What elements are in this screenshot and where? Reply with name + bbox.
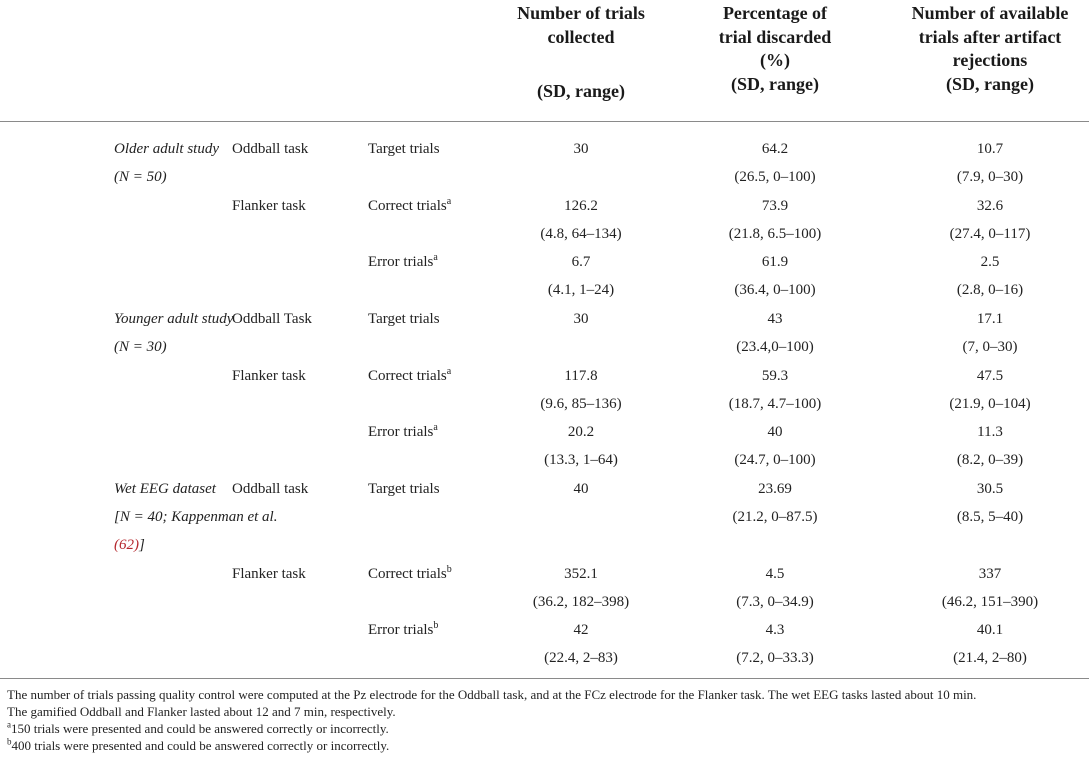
footnote-mark: a bbox=[7, 719, 11, 730]
available-trials-mean: 11.3 bbox=[977, 424, 1003, 440]
task-label: Oddball task bbox=[232, 481, 309, 497]
header-text: Percentage of bbox=[722, 3, 828, 23]
header-text: Number of available bbox=[911, 3, 1069, 23]
trial-type-label bbox=[368, 480, 440, 498]
trials-collected-mean: 30 bbox=[573, 141, 589, 157]
header-text: trial discarded bbox=[718, 26, 832, 47]
percent-discarded-mean: 73.9 bbox=[761, 198, 789, 214]
trials-collected-mean: 30 bbox=[573, 311, 589, 327]
percent-discarded-mean: 4.3 bbox=[765, 622, 785, 638]
header-text: Number of trials bbox=[517, 3, 645, 23]
available-trials-sd-range: (8.2, 0–39) bbox=[956, 452, 1024, 468]
available-trials-mean: 2.5 bbox=[980, 254, 1000, 270]
trial-type-text: Error trials bbox=[368, 622, 434, 638]
footnote-text: 400 trials were presented and could be answered correctly or incorrectly. bbox=[11, 738, 390, 753]
footnote-main bbox=[7, 686, 1082, 754]
header-text: (SD, range) bbox=[731, 73, 819, 94]
header-text: (%) bbox=[760, 50, 790, 70]
footnote-mark: a bbox=[433, 422, 438, 433]
trials-collected-mean: 40 bbox=[573, 481, 589, 497]
available-trials-mean: 30.5 bbox=[976, 481, 1004, 497]
header-col-percentage-discarded bbox=[680, 2, 870, 96]
header-text: trials after artifact bbox=[918, 26, 1062, 47]
percent-discarded-sd-range: (7.2, 0–33.3) bbox=[736, 650, 814, 666]
trial-type-label bbox=[368, 197, 451, 215]
trial-type-text: Correct trials bbox=[368, 368, 447, 384]
footnote-line: The gamified Oddball and Flanker lasted about 12 and 7 min, respectively. bbox=[7, 704, 396, 719]
study-n: [N = 40; Kappenman et al. bbox=[114, 509, 278, 525]
footnote-mark: a bbox=[446, 196, 452, 207]
header-text: (SD, range) bbox=[946, 73, 1034, 94]
trial-type-text: Error trials bbox=[368, 254, 434, 270]
header-text: (SD, range) bbox=[537, 81, 625, 101]
trials-collected-sd-range: (13.3, 1–64) bbox=[544, 452, 618, 468]
percent-discarded-mean: 4.5 bbox=[765, 566, 785, 582]
trials-collected-mean: 126.2 bbox=[564, 198, 598, 214]
trials-collected-sd-range: (9.6, 85–136) bbox=[540, 396, 622, 412]
footnote-text: 150 trials were presented and could be answered correctly or incorrectly. bbox=[11, 721, 389, 736]
available-trials-sd-range: (27.4, 0–117) bbox=[949, 226, 1031, 242]
percent-discarded-mean: 64.2 bbox=[761, 141, 789, 157]
header-col-available-trials bbox=[885, 2, 1089, 96]
footnote-mark: a bbox=[433, 252, 438, 263]
available-trials-mean: 40.1 bbox=[976, 622, 1004, 638]
study-title: Younger adult study bbox=[114, 311, 234, 327]
trial-type-text: Error trials bbox=[368, 424, 434, 440]
trial-type-text: Correct trials bbox=[368, 566, 447, 582]
trial-type-text: Target trials bbox=[368, 311, 440, 327]
footnote-mark: b bbox=[446, 564, 452, 575]
study-n: (N = 30) bbox=[114, 339, 167, 355]
footnote-a bbox=[7, 720, 1082, 737]
available-trials-sd-range: (21.4, 2–80) bbox=[953, 650, 1027, 666]
study-title: Wet EEG dataset bbox=[114, 481, 216, 497]
trials-collected-mean: 20.2 bbox=[567, 424, 595, 440]
header-text: rejections bbox=[952, 50, 1028, 70]
footnote-line: The number of trials passing quality control were computed at the Pz electrode for the Oddball task, and at the FCz electrode for the Flanker task. The wet EEG tasks lasted about 10 min. bbox=[7, 687, 977, 702]
footer-rule bbox=[0, 678, 1089, 679]
percent-discarded-mean: 59.3 bbox=[761, 368, 789, 384]
percent-discarded-mean: 23.69 bbox=[758, 481, 792, 497]
footnote-b bbox=[7, 737, 1082, 754]
percent-discarded-mean: 43 bbox=[767, 311, 783, 327]
header-text: collected bbox=[547, 26, 615, 47]
study-n: (N = 50) bbox=[114, 169, 167, 185]
task-label: Oddball Task bbox=[232, 311, 312, 327]
citation-link[interactable]: (62) bbox=[114, 537, 139, 553]
task-label: Flanker task bbox=[232, 198, 306, 214]
available-trials-sd-range: (8.5, 5–40) bbox=[956, 509, 1024, 525]
study-label-older bbox=[114, 140, 219, 186]
available-trials-mean: 10.7 bbox=[976, 141, 1004, 157]
trials-collected-sd-range: (36.2, 182–398) bbox=[532, 594, 630, 610]
percent-discarded-mean: 61.9 bbox=[761, 254, 789, 270]
task-label: Flanker task bbox=[232, 368, 306, 384]
study-title: Older adult study bbox=[114, 141, 219, 157]
trial-type-label bbox=[368, 140, 440, 158]
percent-discarded-sd-range: (21.8, 6.5–100) bbox=[728, 226, 822, 242]
trial-type-label bbox=[368, 253, 438, 271]
percent-discarded-sd-range: (23.4,0–100) bbox=[736, 339, 814, 355]
task-label: Flanker task bbox=[232, 566, 306, 582]
footnote-mark: b bbox=[7, 736, 12, 747]
available-trials-sd-range: (21.9, 0–104) bbox=[949, 396, 1031, 412]
task-label: Oddball task bbox=[232, 141, 309, 157]
available-trials-sd-range: (2.8, 0–16) bbox=[956, 282, 1024, 298]
available-trials-sd-range: (46.2, 151–390) bbox=[941, 594, 1039, 610]
available-trials-mean: 337 bbox=[978, 566, 1002, 582]
percent-discarded-sd-range: (7.3, 0–34.9) bbox=[736, 594, 814, 610]
percent-discarded-sd-range: (24.7, 0–100) bbox=[734, 452, 816, 468]
footnote-mark: a bbox=[446, 366, 452, 377]
trials-collected-mean: 117.8 bbox=[564, 368, 598, 384]
trials-collected-sd-range: (4.1, 1–24) bbox=[547, 282, 615, 298]
bracket: ] bbox=[139, 537, 145, 553]
trials-collected-mean: 352.1 bbox=[564, 566, 598, 582]
available-trials-sd-range: (7, 0–30) bbox=[962, 339, 1018, 355]
percent-discarded-sd-range: (26.5, 0–100) bbox=[734, 169, 816, 185]
header-rule bbox=[0, 121, 1089, 122]
trial-type-text: Target trials bbox=[368, 141, 440, 157]
trials-collected-sd-range: (22.4, 2–83) bbox=[544, 650, 618, 666]
percent-discarded-sd-range: (18.7, 4.7–100) bbox=[728, 396, 822, 412]
trial-type-label bbox=[368, 621, 438, 639]
percent-discarded-sd-range: (21.2, 0–87.5) bbox=[732, 509, 818, 525]
available-trials-mean: 32.6 bbox=[976, 198, 1004, 214]
study-citation bbox=[114, 536, 277, 554]
available-trials-mean: 47.5 bbox=[976, 368, 1004, 384]
trial-type-label bbox=[368, 565, 452, 583]
available-trials-mean: 17.1 bbox=[976, 311, 1004, 327]
study-label-younger bbox=[114, 310, 233, 356]
trials-collected-mean: 6.7 bbox=[571, 254, 591, 270]
trial-type-label bbox=[368, 310, 440, 328]
trial-type-label bbox=[368, 367, 451, 385]
header-col-trials-collected bbox=[486, 2, 676, 104]
footnote-mark: b bbox=[433, 620, 439, 631]
trial-type-label bbox=[368, 423, 438, 441]
percent-discarded-sd-range: (36.4, 0–100) bbox=[734, 282, 816, 298]
trial-type-text: Target trials bbox=[368, 481, 440, 497]
available-trials-sd-range: (7.9, 0–30) bbox=[956, 169, 1024, 185]
trial-type-text: Correct trials bbox=[368, 198, 447, 214]
trials-collected-mean: 42 bbox=[573, 622, 589, 638]
percent-discarded-mean: 40 bbox=[767, 424, 783, 440]
trials-collected-sd-range: (4.8, 64–134) bbox=[540, 226, 622, 242]
